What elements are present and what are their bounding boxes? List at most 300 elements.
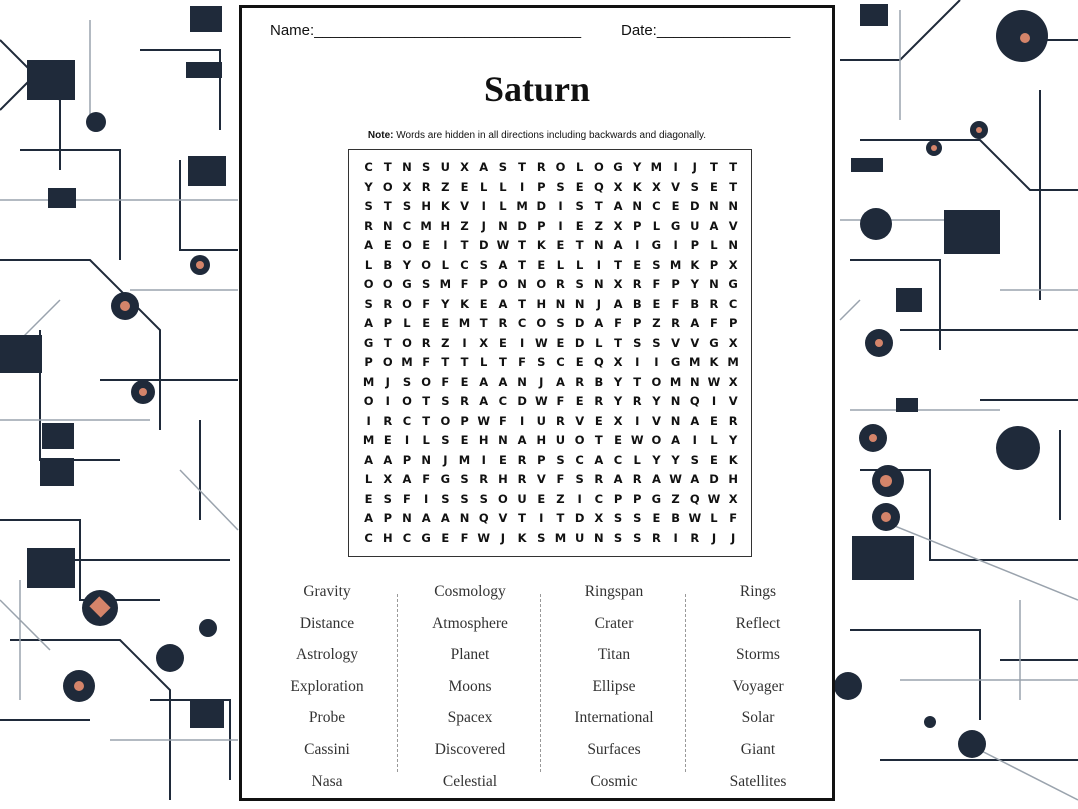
grid-letter: N [382, 218, 393, 233]
grid-letter: P [383, 511, 392, 525]
grid-letter: G [421, 530, 431, 545]
grid-letter: S [652, 335, 661, 350]
grid-letter: C [728, 296, 738, 311]
grid-letter: L [422, 433, 430, 447]
grid-letter: T [383, 335, 392, 350]
grid-letter: E [671, 199, 680, 213]
grid-letter: M [689, 355, 701, 369]
note-label: Note: [367, 130, 394, 141]
grid-letter: O [382, 277, 393, 291]
grid-letter: P [364, 355, 373, 369]
grid-letter: L [575, 257, 584, 272]
word-list [242, 576, 832, 796]
grid-letter: E [575, 179, 584, 194]
word-item: Cosmic [590, 772, 638, 790]
grid-letter: T [518, 296, 527, 311]
grid-letter: N [670, 394, 681, 408]
grid-letter: B [383, 257, 393, 272]
grid-letter: R [671, 316, 681, 330]
grid-letter: X [383, 472, 393, 486]
grid-letter: R [517, 472, 527, 486]
grid-letter: Y [364, 179, 373, 194]
grid-letter: G [651, 491, 662, 506]
grid-letter: E [556, 335, 565, 350]
grid-letter: E [460, 433, 469, 447]
grid-letter: G [670, 218, 681, 233]
grid-letter: N [594, 530, 604, 545]
grid-letter: S [364, 199, 373, 213]
grid-letter: R [556, 277, 565, 291]
grid-letter: I [673, 238, 678, 252]
grid-letter: H [536, 433, 547, 447]
grid-letter: C [556, 355, 565, 369]
grid-letter: V [690, 335, 700, 350]
grid-letter: W [630, 433, 644, 447]
grid-letter: Y [402, 257, 412, 272]
grid-letter: O [536, 277, 547, 291]
word-item: Voyager [732, 677, 784, 695]
grid-letter: V [671, 335, 681, 350]
grid-letter: A [690, 413, 700, 428]
word-item: Cosmology [434, 583, 506, 600]
grid-letter: T [575, 238, 584, 252]
word-item: Atmosphere [432, 614, 508, 632]
grid-letter: S [690, 179, 699, 194]
grid-letter: N [728, 238, 738, 252]
grid-letter: P [633, 316, 642, 330]
grid-letter: S [383, 491, 392, 506]
grid-letter: T [460, 238, 469, 252]
word-item: Solar [741, 709, 775, 727]
grid-letter: X [651, 179, 661, 194]
grid-letter: T [383, 199, 392, 213]
grid-letter: T [594, 199, 603, 213]
grid-row [359, 197, 743, 217]
grid-letter: G [402, 277, 412, 291]
grid-letter: R [536, 160, 546, 174]
grid-letter: T [729, 160, 738, 174]
word-item: Spacex [447, 709, 493, 727]
grid-letter: L [480, 355, 488, 369]
grid-letter: N [670, 413, 681, 428]
name-label: Name: [270, 22, 315, 39]
column-divider [540, 594, 541, 772]
grid-letter: D [574, 316, 585, 330]
grid-letter: X [613, 355, 623, 369]
grid-letter: N [632, 199, 643, 213]
grid-letter: B [594, 374, 604, 389]
grid-letter: F [652, 277, 661, 291]
grid-letter: A [594, 316, 604, 330]
grid-row [359, 295, 743, 315]
grid-letter: W [477, 413, 491, 428]
grid-letter: I [558, 218, 563, 233]
word-item: Probe [308, 709, 346, 727]
grid-letter: R [651, 530, 661, 545]
grid-letter: E [710, 179, 718, 194]
grid-letter: M [458, 316, 471, 330]
grid-letter: X [728, 335, 738, 350]
grid-letter: R [690, 530, 700, 545]
grid-row [359, 451, 743, 471]
grid-letter: I [596, 257, 601, 272]
grid-letter: O [402, 238, 412, 252]
grid-letter: E [652, 511, 661, 525]
grid-letter: R [383, 296, 393, 311]
grid-letter: O [536, 316, 547, 330]
grid-letter: L [710, 433, 718, 447]
grid-letter: A [498, 257, 508, 272]
grid-letter: Z [441, 179, 450, 194]
grid-letter: G [670, 355, 681, 369]
grid-letter: I [635, 355, 640, 369]
grid-letter: L [480, 179, 488, 194]
date-label: Date: [621, 22, 657, 39]
grid-letter: L [710, 511, 718, 525]
grid-letter: S [364, 296, 373, 311]
grid-letter: S [402, 199, 412, 213]
note-text: Words are hidden in all directions including backwards and diagonally. [396, 130, 707, 141]
grid-letter: S [575, 277, 584, 291]
grid-letter: X [728, 374, 738, 389]
grid-letter: O [498, 491, 508, 506]
grid-letter: H [421, 199, 431, 213]
grid-letter: F [422, 355, 431, 369]
grid-letter: R [709, 296, 719, 311]
grid-letter: K [440, 199, 450, 213]
grid-letter: J [692, 160, 697, 174]
grid-letter: H [536, 296, 547, 311]
grid-letter: E [633, 257, 642, 272]
grid-letter: A [613, 296, 623, 311]
grid-letter: S [556, 316, 565, 330]
grid-letter: Z [441, 335, 450, 350]
grid-letter: M [554, 530, 567, 545]
grid-letter: L [633, 452, 641, 467]
grid-letter: Q [593, 355, 604, 369]
grid-letter: C [402, 413, 412, 428]
date-line: ________________ [656, 22, 791, 39]
grid-letter: F [710, 316, 718, 330]
grid-letter: F [614, 316, 622, 330]
grid-letter: J [443, 452, 448, 467]
grid-letter: R [575, 374, 585, 389]
grid-letter: T [518, 238, 527, 252]
grid-letter: P [460, 413, 469, 428]
grid-letter: F [729, 511, 738, 525]
grid-letter: E [710, 413, 718, 428]
word-item: Satellites [729, 772, 787, 790]
grid-letter: S [537, 530, 546, 545]
date-field[interactable] [621, 22, 790, 39]
grid-letter: S [498, 160, 508, 174]
grid-letter: J [539, 374, 544, 389]
grid-letter: C [652, 199, 661, 213]
grid-letter: S [479, 257, 488, 272]
grid-letter: W [496, 238, 510, 252]
grid-letter: T [614, 257, 622, 272]
grid-letter: X [728, 257, 738, 272]
word-column [693, 576, 823, 797]
grid-letter: L [595, 335, 603, 350]
word-item: Ellipse [592, 677, 636, 695]
grid-letter: E [498, 452, 507, 467]
grid-letter: M [420, 218, 432, 233]
grid-letter: X [402, 179, 412, 194]
grid-letter: E [575, 394, 584, 408]
grid-letter: J [711, 530, 717, 545]
grid-letter: V [671, 179, 681, 194]
word-item: Storms [736, 646, 780, 664]
grid-letter: C [402, 530, 412, 545]
name-field[interactable] [270, 22, 581, 39]
grid-row [359, 509, 743, 529]
grid-letter: M [439, 277, 452, 291]
grid-letter: C [613, 452, 623, 467]
word-item: Rings [739, 583, 777, 600]
grid-letter: G [440, 472, 451, 486]
grid-letter: I [404, 433, 410, 447]
grid-letter: G [651, 238, 662, 252]
grid-letter: E [460, 374, 469, 389]
grid-letter: E [652, 296, 661, 311]
grid-letter: I [558, 199, 563, 213]
grid-letter: I [519, 179, 525, 194]
grid-letter: X [613, 413, 623, 428]
grid-letter: M [458, 452, 471, 467]
grid-letter: N [728, 199, 738, 213]
grid-letter: M [727, 355, 739, 369]
grid-letter: M [401, 355, 413, 369]
grid-letter: E [537, 491, 546, 506]
grid-letter: C [498, 394, 508, 408]
grid-letter: T [710, 160, 718, 174]
grid-letter: J [500, 530, 506, 545]
grid-letter: F [498, 413, 507, 428]
column-divider [685, 594, 686, 772]
grid-letter: C [364, 530, 373, 545]
grid-letter: C [575, 452, 584, 467]
grid-letter: I [462, 335, 467, 350]
grid-letter: S [556, 179, 565, 194]
grid-letter: C [460, 257, 469, 272]
grid-letter: X [460, 160, 469, 174]
grid-letter: U [690, 218, 700, 233]
grid-letter: X [479, 335, 489, 350]
grid-letter: O [363, 394, 374, 408]
grid-letter: I [577, 491, 582, 506]
grid-letter: Q [593, 179, 604, 194]
grid-letter: U [517, 491, 527, 506]
grid-letter: F [460, 277, 469, 291]
grid-letter: O [402, 394, 412, 408]
grid-letter: P [633, 491, 642, 506]
grid-letter: K [460, 296, 469, 311]
grid-letter: K [536, 238, 546, 252]
grid-letter: I [443, 238, 448, 252]
grid-letter: P [383, 316, 392, 330]
grid-letter: S [537, 355, 546, 369]
grid-letter: S [460, 472, 469, 486]
grid-letter: S [690, 452, 699, 467]
grid-letter: F [671, 296, 680, 311]
grid-letter: E [594, 413, 603, 428]
grid-letter: T [594, 433, 603, 447]
grid-letter: V [728, 218, 738, 233]
grid-letter: X [728, 491, 738, 506]
grid-letter: W [707, 374, 721, 389]
grid-letter: A [613, 238, 623, 252]
grid-letter: T [479, 316, 488, 330]
grid-letter: C [594, 491, 604, 506]
grid-letter: K [709, 355, 719, 369]
grid-letter: N [402, 160, 412, 174]
grid-letter: E [383, 238, 392, 252]
grid-letter: Y [613, 394, 623, 408]
grid-letter: J [731, 530, 736, 545]
grid-letter: Y [652, 452, 661, 467]
grid-letter: X [613, 277, 623, 291]
word-item: Astrology [296, 646, 358, 664]
grid-letter: C [517, 316, 527, 330]
grid-letter: L [364, 472, 373, 486]
grid-letter: E [422, 316, 431, 330]
grid-letter: I [711, 394, 717, 408]
grid-letter: I [673, 530, 678, 545]
grid-letter: R [632, 277, 642, 291]
grid-letter: W [534, 394, 548, 408]
grid-letter: O [498, 277, 508, 291]
grid-letter: A [613, 472, 623, 486]
grid-letter: A [479, 374, 489, 389]
grid-letter: N [574, 296, 585, 311]
grid-letter: I [481, 199, 486, 213]
grid-row [359, 314, 743, 334]
instructions-note [242, 130, 832, 141]
grid-letter: T [518, 160, 527, 174]
grid-letter: T [518, 511, 527, 525]
grid-letter: L [556, 257, 565, 272]
grid-letter: S [613, 511, 623, 525]
grid-letter: P [671, 277, 680, 291]
grid-letter: T [518, 257, 527, 272]
grid-letter: I [519, 413, 525, 428]
grid-letter: N [555, 296, 566, 311]
word-column [549, 576, 679, 797]
grid-letter: C [364, 160, 373, 174]
grid-letter: X [613, 179, 623, 194]
grid-letter: N [459, 511, 470, 525]
grid-letter: A [709, 218, 719, 233]
grid-letter: O [382, 179, 393, 194]
grid-letter: R [421, 335, 431, 350]
grid-letter: R [498, 316, 508, 330]
grid-letter: P [613, 491, 623, 506]
grid-row [359, 431, 743, 451]
grid-letter: A [364, 452, 374, 467]
grid-letter: O [363, 277, 374, 291]
grid-letter: S [402, 374, 412, 389]
grid-letter: N [498, 433, 508, 447]
grid-letter: A [651, 472, 661, 486]
grid-letter: S [422, 277, 431, 291]
word-item: Exploration [290, 677, 364, 695]
grid-letter: E [614, 433, 622, 447]
grid-letter: L [364, 257, 373, 272]
grid-letter: S [556, 452, 565, 467]
name-line: ________________________________ [314, 22, 582, 39]
grid-letter: H [728, 472, 738, 486]
grid-letter: F [556, 394, 565, 408]
grid-letter: A [364, 238, 374, 252]
word-search-grid [348, 149, 752, 557]
grid-letter: V [460, 199, 469, 213]
grid-letter: Y [613, 374, 623, 389]
grid-letter: F [422, 472, 431, 486]
grid-letter: R [632, 394, 642, 408]
grid-letter: N [709, 277, 719, 291]
grid-letter: T [729, 179, 738, 194]
grid-letter: Y [652, 394, 661, 408]
word-item: Reflect [735, 614, 781, 632]
grid-letter: M [650, 160, 663, 174]
grid-letter: L [710, 238, 718, 252]
grid-letter: G [363, 335, 374, 350]
grid-letter: E [575, 218, 584, 233]
grid-letter: H [498, 472, 508, 486]
grid-letter: R [594, 472, 604, 486]
grid-letter: R [517, 452, 527, 467]
grid-letter: D [478, 238, 489, 252]
grid-letter: P [728, 316, 738, 330]
grid-letter: Q [689, 491, 700, 506]
grid-letter: R [421, 179, 431, 194]
grid-letter: U [536, 413, 546, 428]
grid-row [359, 334, 743, 354]
grid-letter: D [574, 335, 585, 350]
grid-letter: A [671, 433, 681, 447]
grid-letter: O [574, 433, 585, 447]
grid-letter: N [517, 277, 527, 291]
grid-row [359, 353, 743, 373]
grid-letter: B [690, 296, 700, 311]
grid-letter: U [555, 433, 566, 447]
grid-letter: N [517, 374, 527, 389]
grid-letter: S [633, 335, 642, 350]
grid-row [359, 256, 743, 276]
word-item: Gravity [303, 583, 351, 600]
grid-letter: K [690, 257, 700, 272]
grid-letter: A [498, 374, 508, 389]
word-item: Nasa [311, 772, 343, 790]
grid-letter: F [441, 374, 450, 389]
grid-letter: A [594, 452, 604, 467]
grid-letter: I [481, 452, 486, 467]
grid-letter: A [479, 160, 489, 174]
word-column [262, 576, 392, 797]
word-column [405, 576, 535, 797]
grid-letter: R [364, 218, 374, 233]
grid-letter: V [575, 413, 585, 428]
grid-letter: O [651, 374, 662, 389]
grid-letter: G [613, 160, 623, 174]
grid-letter: O [421, 257, 432, 272]
grid-letter: J [481, 218, 486, 233]
grid-letter: F [518, 355, 527, 369]
left-circuit-pattern [0, 6, 238, 800]
grid-letter: S [441, 491, 450, 506]
grid-letter: A [421, 511, 431, 525]
